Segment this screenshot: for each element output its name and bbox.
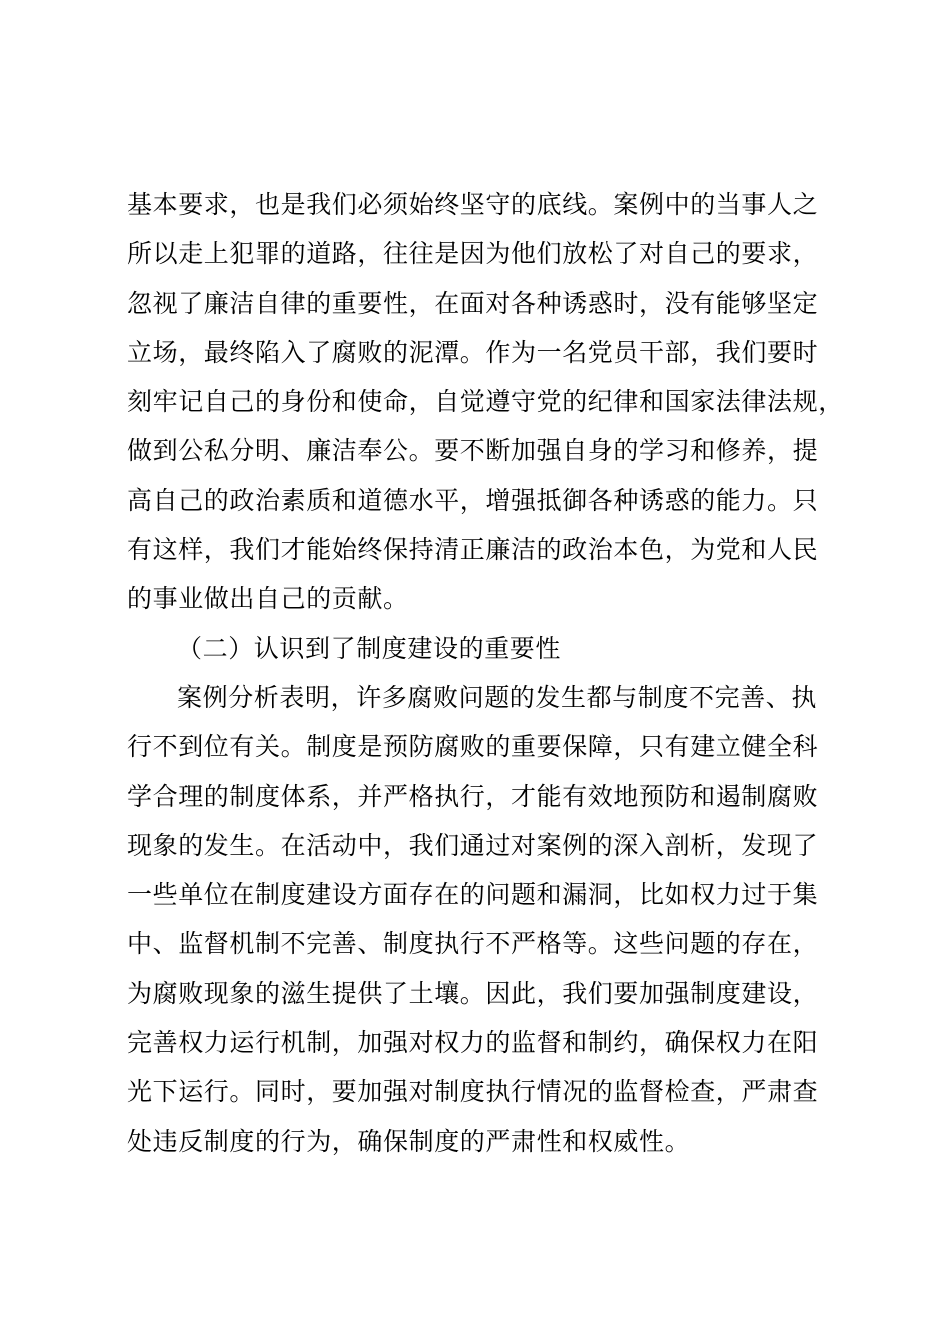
text-line: 光下运行。同时，要加强对制度执行情况的监督检查，严肃查 bbox=[127, 1077, 819, 1107]
text-line: 做到公私分明、廉洁奉公。要不断加强自身的学习和修养，提 bbox=[127, 436, 819, 466]
text-line: 完善权力运行机制，加强对权力的监督和制约，确保权力在阳 bbox=[127, 1028, 819, 1058]
text-line: 现象的发生。在活动中，我们通过对案例的深入剖析，发现了 bbox=[127, 830, 819, 860]
text-line: 高自己的政治素质和道德水平，增强抵御各种诱惑的能力。只 bbox=[127, 485, 819, 515]
text-line: 的事业做出自己的贡献。 bbox=[127, 584, 409, 614]
paragraph-first-line: 案例分析表明，许多腐败问题的发生都与制度不完善、执 bbox=[177, 682, 818, 712]
text-line: 处违反制度的行为，确保制度的严肃性和权威性。 bbox=[127, 1126, 691, 1156]
text-line: 基本要求，也是我们必须始终坚守的底线。案例中的当事人之 bbox=[127, 190, 819, 219]
text-line: 有这样，我们才能始终保持清正廉洁的政治本色，为党和人民 bbox=[127, 535, 819, 565]
text-line: 立场，最终陷入了腐败的泥潭。作为一名党员干部，我们要时 bbox=[127, 337, 819, 367]
text-line: 学合理的制度体系，并严格执行，才能有效地预防和遏制腐败 bbox=[127, 781, 819, 811]
text-line: 一些单位在制度建设方面存在的问题和漏洞，比如权力过于集 bbox=[127, 880, 819, 910]
text-line: 所以走上犯罪的道路，往往是因为他们放松了对自己的要求， bbox=[127, 239, 819, 269]
text-line: 为腐败现象的滋生提供了土壤。因此，我们要加强制度建设， bbox=[127, 978, 819, 1008]
body-text bbox=[127, 180, 844, 1166]
section-heading: （二）认识到了制度建设的重要性 bbox=[177, 633, 562, 663]
text-line: 忽视了廉洁自律的重要性，在面对各种诱惑时，没有能够坚定 bbox=[127, 288, 819, 318]
text-line: 行不到位有关。制度是预防腐败的重要保障，只有建立健全科 bbox=[127, 732, 819, 762]
text-line: 中、监督机制不完善、制度执行不严格等。这些问题的存在， bbox=[127, 929, 819, 959]
text-line: 刻牢记自己的身份和使命，自觉遵守党的纪律和国家法律法规， bbox=[127, 387, 844, 417]
